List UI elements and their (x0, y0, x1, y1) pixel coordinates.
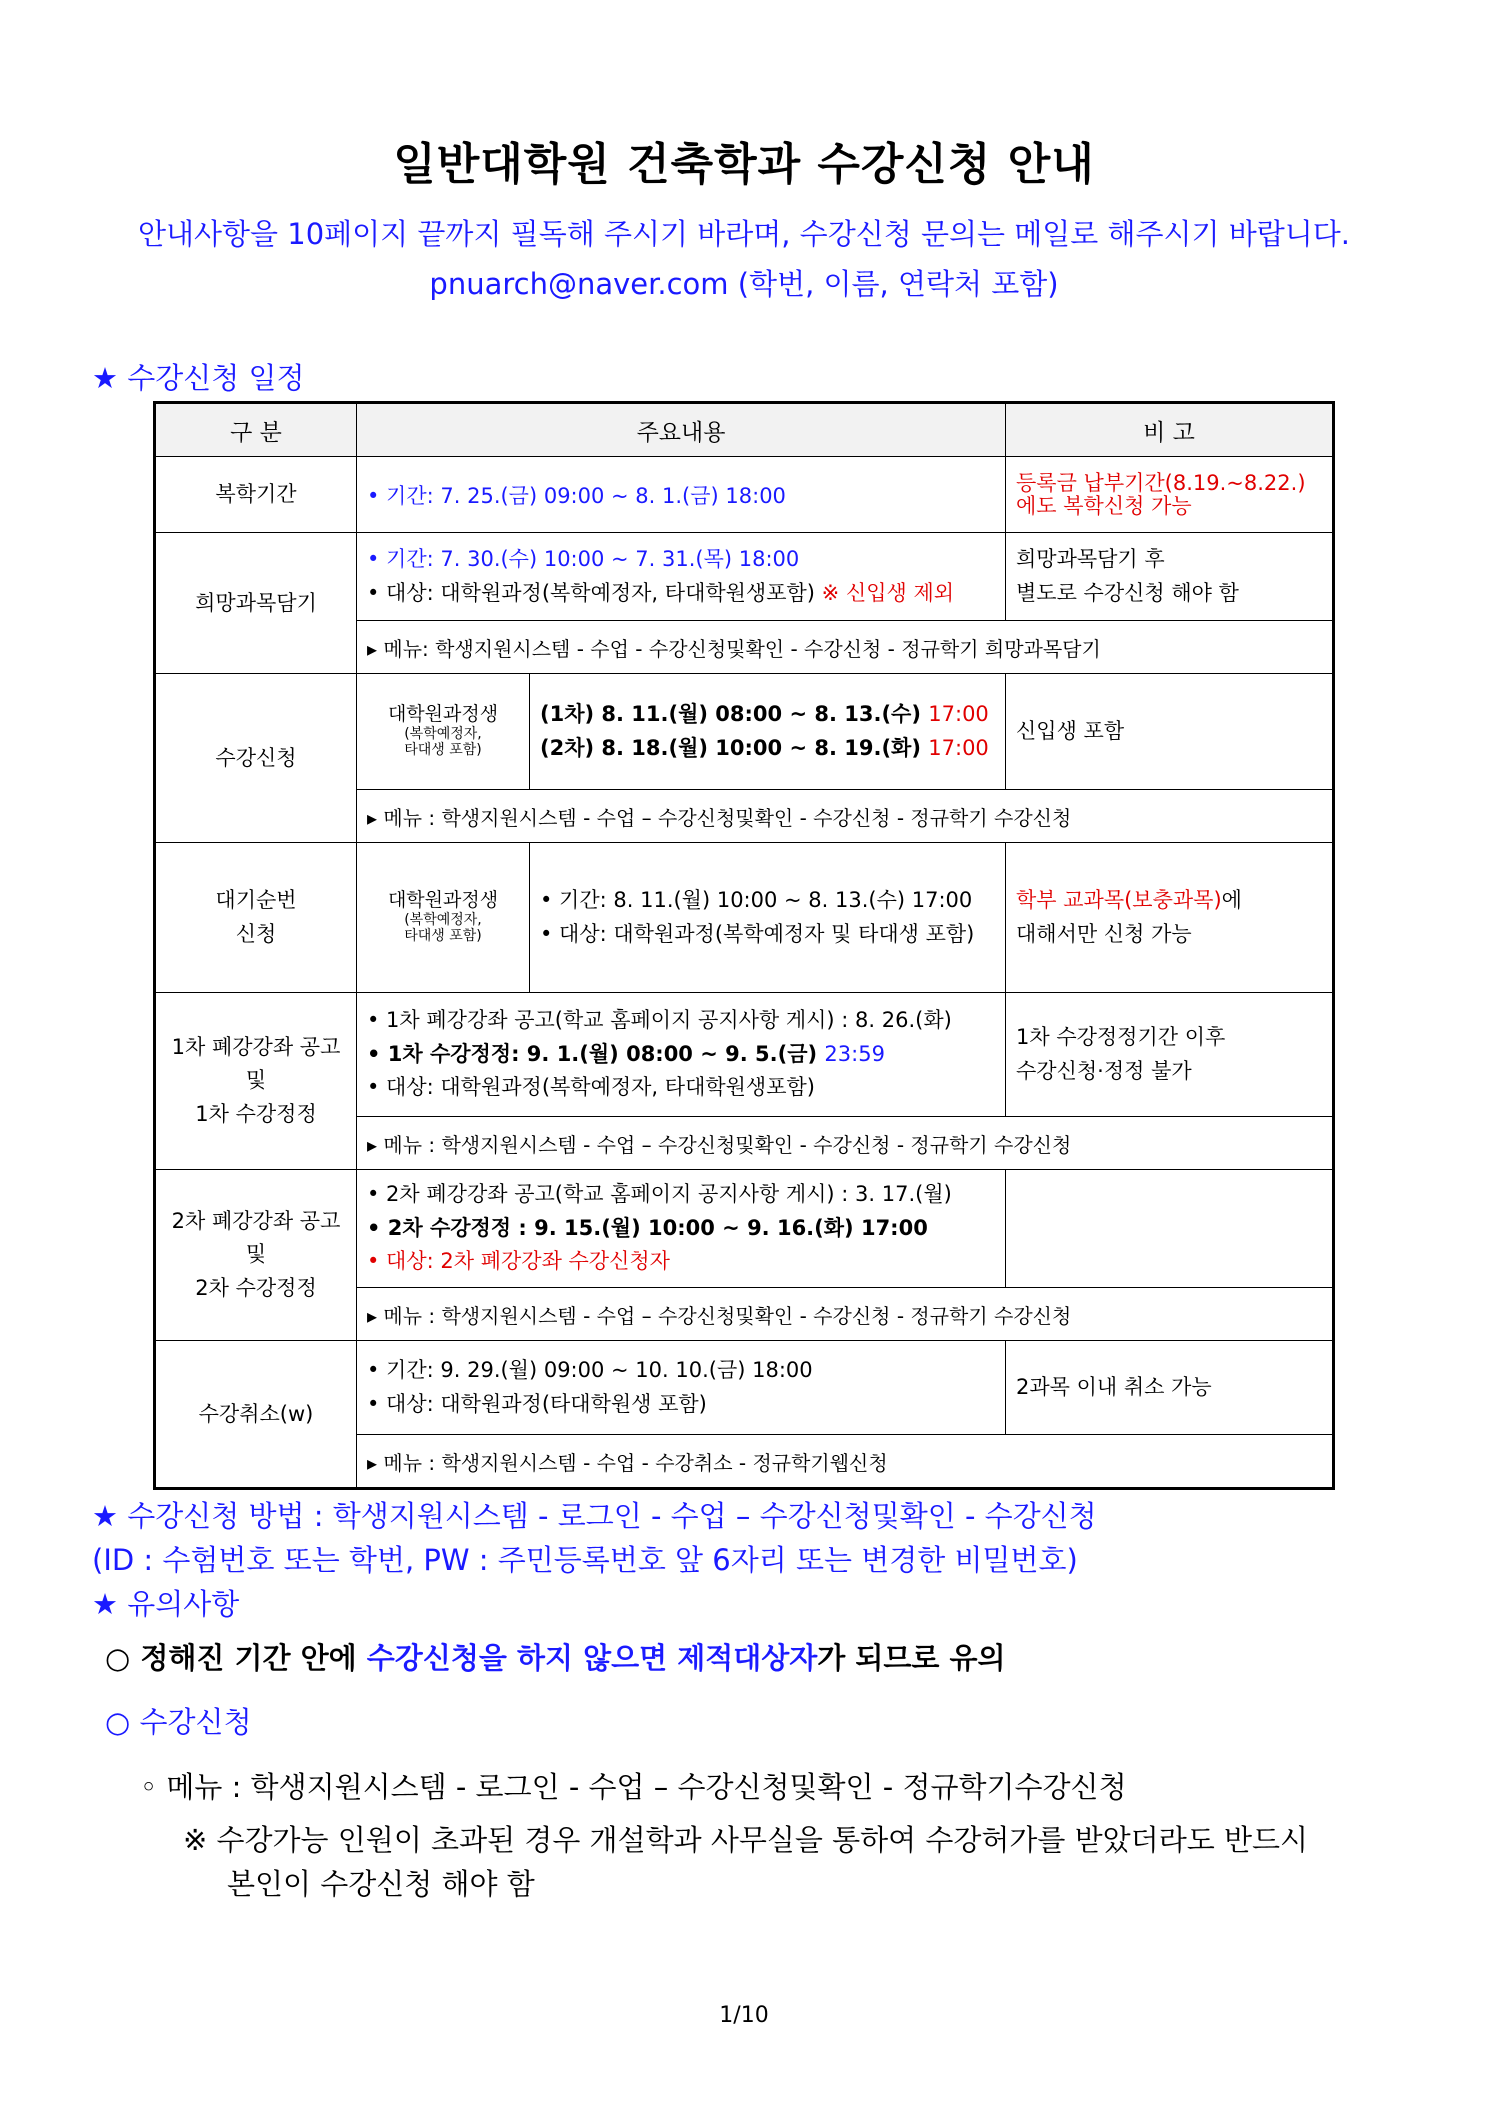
row-content (357, 1341, 1006, 1435)
note-line-1: ※ 수강가능 인원이 초과된 경우 개설학과 사무실을 통하여 수강허가를 받았더라도 반드시 (183, 1823, 1308, 1857)
note-text-red: 학부 교과목(보충과목) (1016, 887, 1222, 912)
row-category (155, 1170, 357, 1341)
header-note: 비 고 (1006, 403, 1334, 457)
row-note (1006, 843, 1334, 993)
row-subcategory (357, 674, 530, 790)
table-header-row (155, 403, 1334, 457)
content-line-red: • 대상: 2차 폐강강좌 수강신청자 (367, 1249, 670, 1274)
sub-label-small: 타대생 포함) (404, 742, 482, 759)
page-title: 일반대학원 건축학과 수강신청 안내 (393, 139, 1095, 190)
content-line: • 1차 폐강강좌 공고(학교 홈페이지 공지사항 게시) : 8. 26.(화) (367, 1008, 952, 1033)
page-number: 1/10 (719, 2003, 769, 2028)
content-line: • 2차 수강정정 : 9. 15.(월) 10:00 ~ 9. 16.(화) 17:00 (367, 1215, 928, 1240)
sub-label-small: 타대생 포함) (404, 928, 482, 945)
note-line: 1차 수강정정기간 이후 (1016, 1024, 1226, 1049)
content-text-red: ※ 신입생 제외 (821, 580, 955, 605)
sub-label: 대학원과정생 (387, 889, 499, 912)
row-content (357, 1170, 1006, 1288)
menu-path: ▸ 메뉴: 학생지원시스템 - 수업 - 수강신청및확인 - 수강신청 - 정규학기 희망과목담기 (357, 621, 1334, 674)
section-schedule-heading: ★ 수강신청 일정 (92, 361, 305, 395)
content-line (367, 1038, 995, 1072)
table-row (155, 1170, 1334, 1288)
row-category: 희망과목담기 (155, 533, 357, 674)
category-line: 1차 수강정정 (195, 1101, 317, 1126)
content-text: (1차) 8. 11.(월) 08:00 ~ 8. 13.(수) (540, 701, 929, 726)
menu-path: ▸ 메뉴 : 학생지원시스템 - 수업 – 수강신청및확인 - 수강신청 - 정규학기 수강신청 (357, 790, 1334, 843)
content-line: • 대상: 대학원과정(타대학원생 포함) (367, 1391, 707, 1416)
content-line: • 2차 폐강강좌 공고(학교 홈페이지 공지사항 게시) : 3. 17.(월) (367, 1182, 952, 1207)
caution-text: 가 되므로 유의 (817, 1641, 1006, 1675)
row-note (1006, 1170, 1334, 1288)
row-category: 복학기간 (155, 457, 357, 533)
content-line (540, 732, 995, 766)
caution-text-blue: 수강신청을 하지 않으면 제적대상자 (366, 1641, 818, 1675)
caution-text: ○ 정해진 기간 안에 (105, 1641, 367, 1675)
note-line: 대해서만 신청 가능 (1016, 921, 1192, 946)
notice-line-1: 안내사항을 10페이지 끝까지 필독해 주시기 바라며, 수강신청 문의는 메일로 해주시기 바랍니다. (137, 217, 1351, 251)
content-line: • 기간: 8. 11.(월) 10:00 ~ 8. 13.(수) 17:00 (540, 887, 973, 912)
content-text: • 대상: 대학원과정(복학예정자, 타대학원생포함) (367, 580, 815, 605)
method-line-1: ★ 수강신청 방법 : 학생지원시스템 - 로그인 - 수업 – 수강신청및확인 - 수강신청 (92, 1499, 1097, 1533)
row-category (155, 993, 357, 1170)
category-line: 및 (245, 1068, 267, 1093)
schedule-table (153, 401, 1335, 1490)
note-text: 에 (1221, 887, 1242, 912)
content-line (540, 698, 995, 732)
menu-path: ▸ 메뉴 : 학생지원시스템 - 수업 – 수강신청및확인 - 수강신청 - 정규학기 수강신청 (357, 1288, 1334, 1341)
row-category: 수강신청 (155, 674, 357, 843)
row-note: 등록금 납부기간(8.19.~8.22.) 에도 복학신청 가능 (1006, 457, 1334, 533)
content-line: • 기간: 9. 29.(월) 09:00 ~ 10. 10.(금) 18:00 (367, 1357, 813, 1382)
note-line (1016, 884, 1322, 918)
row-content: • 기간: 7. 25.(금) 09:00 ~ 8. 1.(금) 18:00 (357, 457, 1006, 533)
row-note: 2과목 이내 취소 가능 (1006, 1341, 1334, 1435)
row-content (530, 843, 1006, 993)
header-category: 구 분 (155, 403, 357, 457)
category-line: 대기순번 (215, 887, 297, 912)
note-line: 별도로 수강신청 해야 함 (1016, 580, 1239, 605)
header-content: 주요내용 (357, 403, 1006, 457)
sub-label-small: (복학예정자, (404, 726, 482, 743)
table-row (155, 457, 1334, 533)
note-line: 희망과목담기 후 (1016, 546, 1165, 571)
category-line: 2차 수강정정 (195, 1275, 317, 1300)
table-row (155, 993, 1334, 1117)
method-line-2: (ID : 수험번호 또는 학번, PW : 주민등록번호 앞 6자리 또는 변경한 비밀번호) (92, 1543, 1078, 1577)
content-text-red: 17:00 (928, 701, 989, 726)
content-line (367, 577, 995, 611)
section-caution-heading: ★ 유의사항 (92, 1587, 240, 1621)
row-subcategory (357, 843, 530, 993)
table-row (155, 674, 1334, 790)
category-line: 및 (245, 1242, 267, 1267)
sub-label: 대학원과정생 (387, 703, 499, 726)
category-line: 신청 (235, 921, 277, 946)
sub-label-small: (복학예정자, (404, 912, 482, 929)
content-line: • 기간: 7. 30.(수) 10:00 ~ 7. 31.(목) 18:00 (367, 546, 800, 571)
content-text-red: 17:00 (928, 735, 989, 760)
content-text: (2차) 8. 18.(월) 10:00 ~ 8. 19.(화) (540, 735, 929, 760)
row-content (357, 533, 1006, 621)
row-content (530, 674, 1006, 790)
table-row (155, 843, 1334, 993)
menu-path: ▸ 메뉴 : 학생지원시스템 - 수업 – 수강신청및확인 - 수강신청 - 정규학기 수강신청 (357, 1117, 1334, 1170)
note-line-2: 본인이 수강신청 해야 함 (227, 1867, 535, 1901)
row-content (357, 993, 1006, 1117)
caution-item-1 (105, 1636, 1006, 1677)
table-row (155, 1341, 1334, 1435)
category-line: 1차 폐강강좌 공고 (171, 1034, 341, 1059)
row-category: 수강취소(w) (155, 1341, 357, 1489)
note-line: 수강신청·정정 불가 (1016, 1058, 1192, 1083)
category-line: 2차 폐강강좌 공고 (171, 1208, 341, 1233)
row-category (155, 843, 357, 993)
notice-line-2: pnuarch@naver.com (학번, 이름, 연락처 포함) (429, 267, 1059, 301)
row-note (1006, 993, 1334, 1117)
content-line: • 대상: 대학원과정(복학예정자, 타대학원생포함) (367, 1075, 815, 1100)
content-line: • 대상: 대학원과정(복학예정자 및 타대생 포함) (540, 921, 975, 946)
row-note: 신입생 포함 (1006, 674, 1334, 790)
row-note (1006, 533, 1334, 621)
menu-instruction: ◦ 메뉴 : 학생지원시스템 - 로그인 - 수업 – 수강신청및확인 - 정규학기수강신청 (140, 1770, 1127, 1804)
content-text-blue: 23:59 (824, 1041, 885, 1066)
table-row (155, 533, 1334, 621)
content-text: • 1차 수강정정: 9. 1.(월) 08:00 ~ 9. 5.(금) (367, 1041, 825, 1066)
caution-item-2: ○ 수강신청 (105, 1705, 252, 1739)
menu-path: ▸ 메뉴 : 학생지원시스템 - 수업 - 수강취소 - 정규학기웹신청 (357, 1435, 1334, 1489)
